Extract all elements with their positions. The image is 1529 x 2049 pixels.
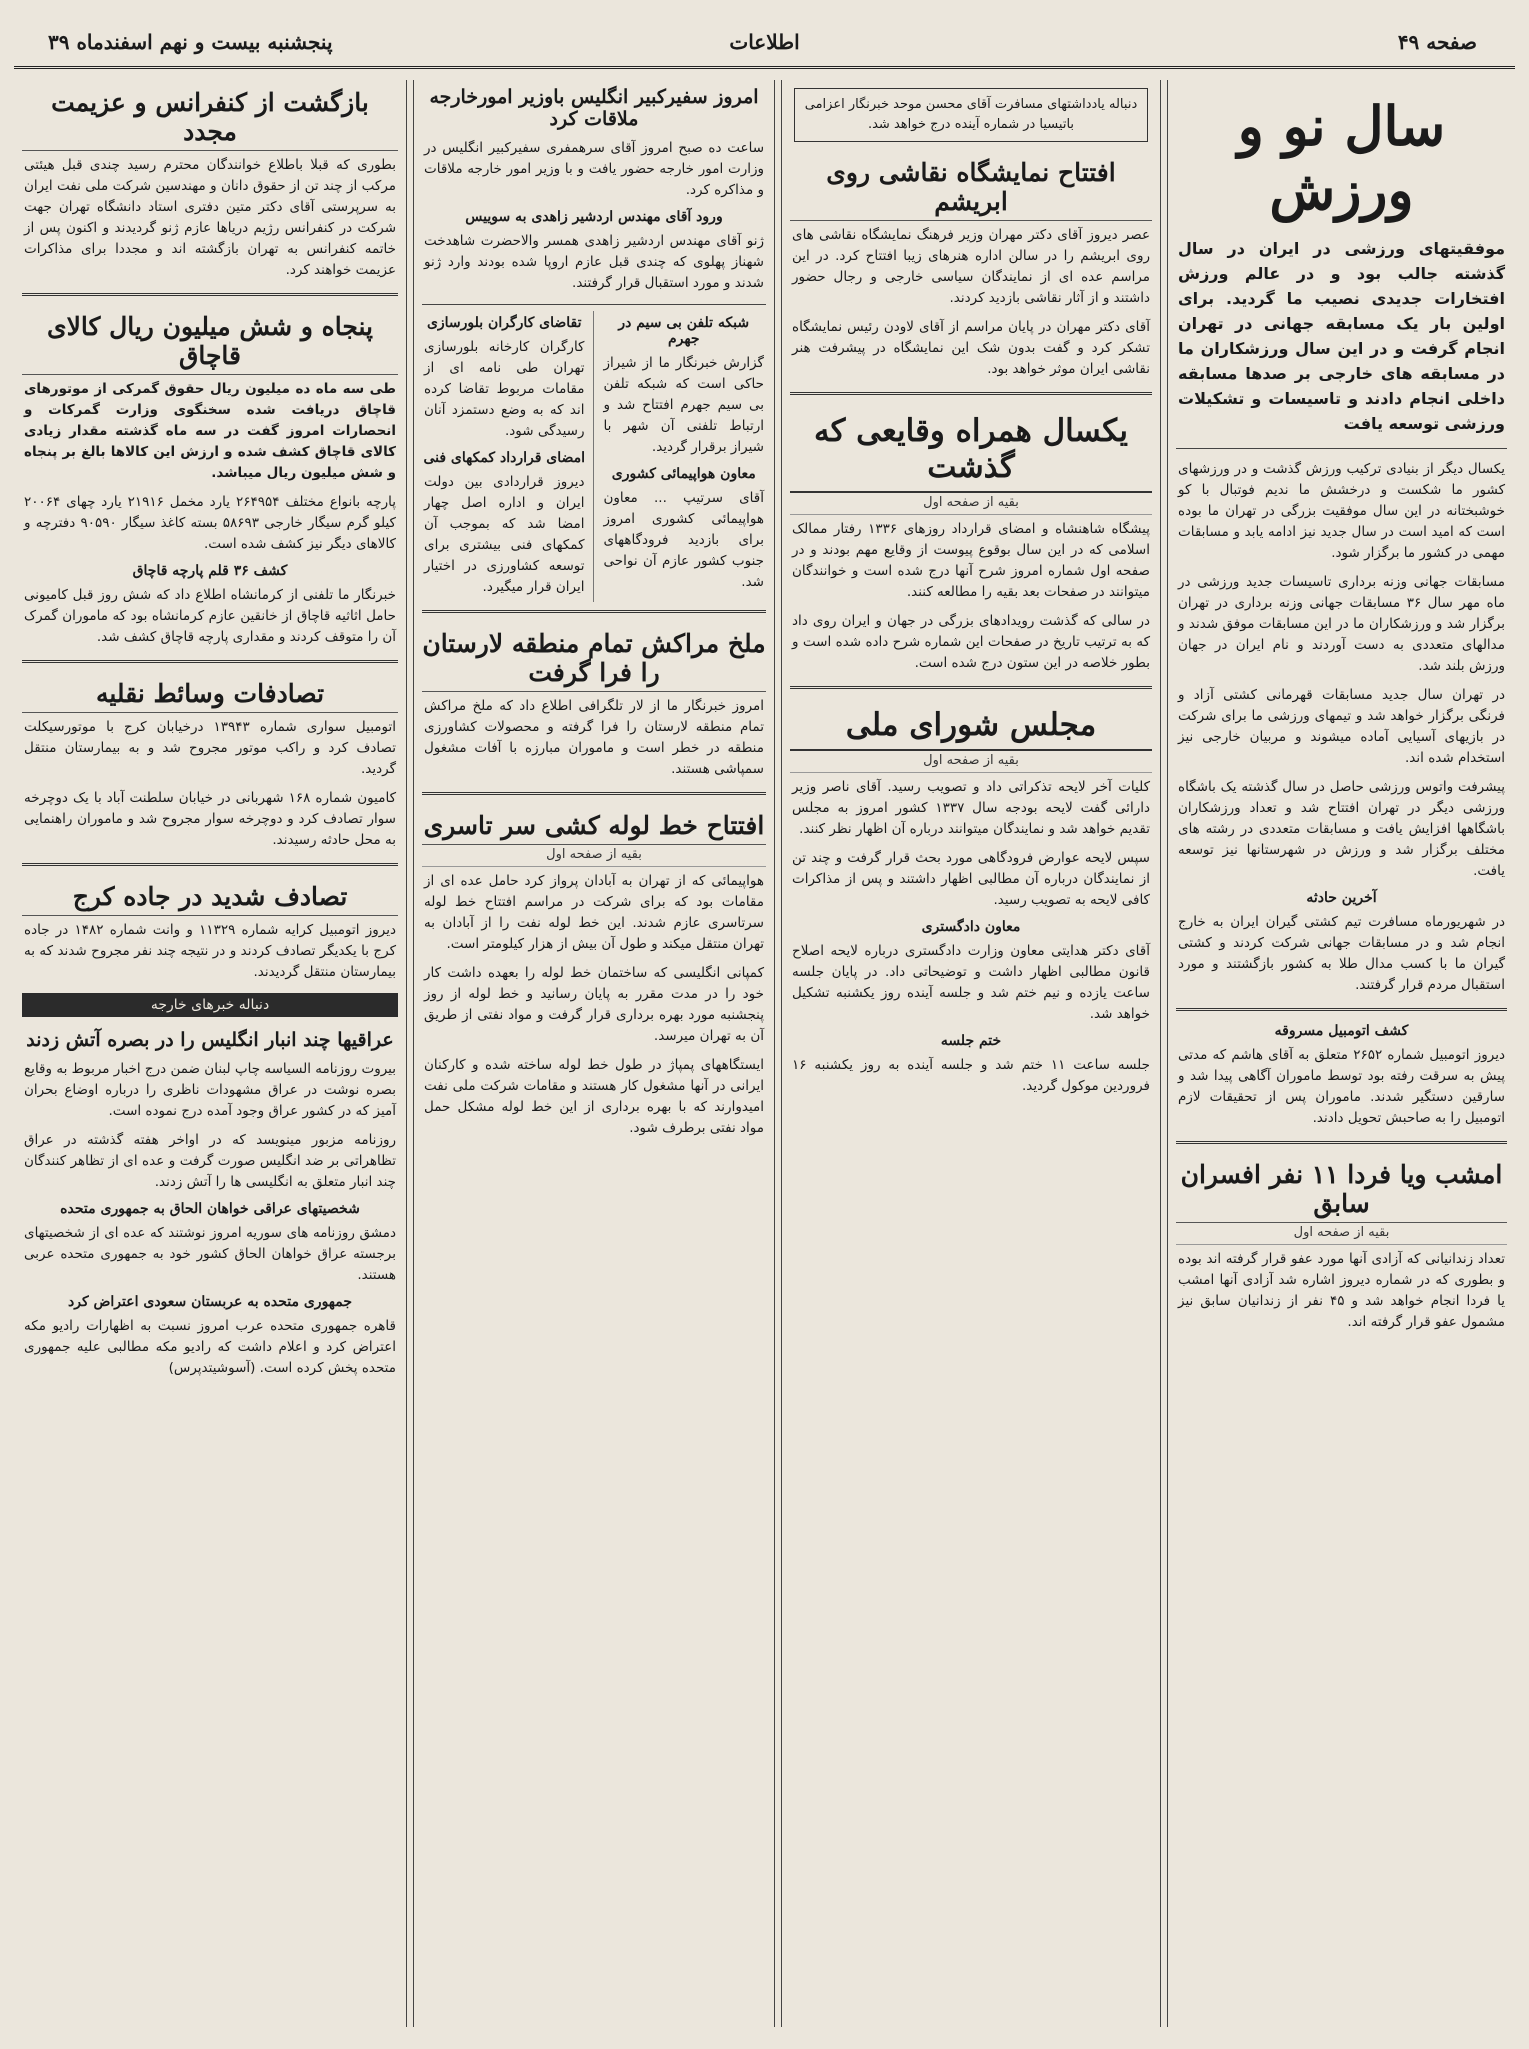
- headline-pipeline: افتتاح خط لوله کشی سر تاسری: [422, 803, 766, 845]
- article-paragraph: آقای سرتیپ ... معاون هواپیمائی کشوری امروز برای بازدید فرودگاههای جنوب کشور عازم آن نواحی شد.: [603, 490, 764, 590]
- article-paragraph: آقای دکتر هدایتی معاون وزارت دادگستری درباره لایحه اصلاح قانون مطالبی اظهار داشت و توضیحاتی داد. در پایان جلسه ساعت یازده و نیم ختم شد و جلسه آینده روز یکشنبه تشکیل خواهد شد.: [792, 943, 1150, 1022]
- article-paragraph: پارچه بانواع مختلف ۲۶۴۹۵۴ یارد مخمل ۲۱۹۱۶ یارد چهای ۲۰۰۶۴ کیلو گرم سیگار خارجی ۵۸۶۹۳ بسته کاغذ سیگار ۹۰۵۹۰ دفترچه و کالاهای دیگر نیز کشف شده است.: [24, 494, 397, 552]
- article-paragraph: قاهره جمهوری متحده عرب امروز نسبت به اظهارات رادیو مکه اعتراض کرد و اعلام داشت که رادیو مکه مطالبی علیه جمهوری متحده پخش کرده است. (آسوشیتدپرس): [24, 1318, 396, 1376]
- divider: [422, 304, 766, 305]
- newspaper-name: اطلاعات: [729, 30, 800, 54]
- stolen-car-title: کشف اتومبیل مسروقه: [1274, 1023, 1409, 1039]
- divider: [790, 686, 1152, 689]
- article-paragraph: دیروز اتومبیل کرایه شماره ۱۱۳۲۹ و وانت شماره ۱۴۸۲ در جاده کرج با یکدیگر تصادف کردند و در نتیجه چند نفر مجروح شدند که به بیمارستان منتقل گردیدند.: [24, 922, 396, 980]
- continued-note: بقیه از صفحه اول: [790, 751, 1152, 773]
- article-paragraph: گزارش خبرنگار ما از شیراز حاکی است که شبکه تلفن بی سیم جهرم افتتاح شد و ارتباط تلفنی آن شهر با شیراز برقرار گردید.: [603, 355, 764, 455]
- headline-parliament: مجلس شورای ملی: [790, 697, 1152, 751]
- newspaper-page: [14, 14, 1515, 2035]
- article-paragraph: کمپانی انگلیسی که ساختمان خط لوله را بعهده داشت کار خود را در مدت مقرر به پایان رسانید و خط لوله از روز پنجشنبه مورد بهره برداری قرار گرفت و مواد نفتی از طریق آن به تهران میرسد.: [424, 965, 764, 1044]
- article-paragraph: طی سه ماه ده میلیون ریال حقوق گمرکی از موتورهای قاچاق دریافت شده سخنگوی وزارت گمرکات و انحصارات امروز گفت در سه ماه گذشته مقدار زیادی کالای قاچاق کشف شده و ارزش این کالاها بالغ بر پنجاه و شش میلیون ریال میباشد.: [24, 381, 396, 481]
- subheading: معاون هواپیمائی کشوری: [611, 466, 756, 482]
- article-paragraph: خبرنگار ما تلفنی از کرمانشاه اطلاع داد که شش روز قبل کامیونی حامل اثاثیه قاچاق از خانقین عازم کرمانشاه بود که ماموران گمرک آن را متوقف کردند و مقداری پارچه قاچاق کشف شد.: [24, 587, 396, 645]
- article-paragraph: ایستگاههای پمپاژ در طول خط لوله ساخته شده و کارکنان ایرانی در آنها مشغول کار هستند و مقامات شرکت ملی نفت امیدوارند که با بهره برداری از این خط لوله مشکل حمل مواد نفتی برطرف شود.: [424, 1057, 764, 1136]
- running-header: [14, 14, 1515, 69]
- article-paragraph: سپس لایحه عوارض فرودگاهی مورد بحث قرار گرفت و چند تن از نمایندگان درباره آن مطالبی اظهار داشتند و پس از مذاکرات کافی لایحه به تصویب رسید.: [792, 850, 1150, 908]
- article-paragraph: کلیات آخر لایحه تذکراتی داد و تصویب رسید. آقای ناصر وزیر دارائی گفت لایحه بودجه سال ۱۳۳۷ کشور امروز به مجلس تقدیم خواهد شد و نمایندگان میتوانند درباره آن اظهار نظر کنند.: [792, 779, 1150, 837]
- article-paragraph: کامیون شماره ۱۶۸ شهربانی در خیابان سلطنت آباد با یک دوچرخه سوار تصادف کرد و دوچرخه سوار مجروح شد و ماموران راهنمایی به محل حادثه رسیدند.: [24, 790, 397, 848]
- sports-lead: موفقیتهای ورزشی در ایران در سال گذشته جالب بود و در عالم ورزش افتخارات جدیدی نصیب ما گردید. برای اولین بار یک مسابقه جهانی در تهران انجام گرفت و در این سال ورزشکاران ما در مسابقه های خارجی بر صدها مسابقه داخلی انجام دادند و تاسیسات و تشکیلات ورزشی توسعه یافت: [1178, 239, 1505, 433]
- headline-contraband: پنجاه و شش میلیون ریال کالای قاچاق: [22, 304, 398, 375]
- continued-note: بقیه از صفحه اول: [790, 493, 1152, 515]
- article-paragraph: دیروز قراردادی بین دولت ایران و اداره اصل چهار امضا شد که بموجب آن کمکهای فنی بیشتری برای توسعه کشاورزی در اختیار ایران قرار میگیرد.: [424, 474, 585, 595]
- headline-locusts: ملخ مراکش تمام منطقه لارستان را فرا گرفت: [422, 621, 766, 692]
- article-paragraph: مسابقات جهانی وزنه برداری تاسیسات جدید ورزشی در ماه مهر سال ۳۶ مسابقات جهانی وزنه برداری در تهران برگزار شد و ورزشکاران ما در این مسابقات موفق شدند و مدالهای متعددی به دست آوردند و نام ایران در جهان ورزش بلند شد.: [1178, 574, 1505, 674]
- divider: [22, 660, 398, 663]
- divider: [422, 792, 766, 795]
- notice-box: دنباله یادداشتهای مسافرت آقای محسن موحد خبرنگار اعزامی باتیسیا در شماره آینده درج خواهد شد.: [794, 88, 1148, 142]
- article-paragraph: ژنو آقای مهندس اردشیر زاهدی همسر والاحضرت شاهدخت شهناز پهلوی که چندی قبل عازم اروپا شده بودند وارد ژنو شدند و مورد استقبال قرار گرفتند.: [424, 233, 764, 291]
- headline-accidents: تصادفات وسائط نقلیه: [22, 671, 398, 713]
- divider: [22, 863, 398, 866]
- headline-year-review: یکسال همراه وقایعی که گذشت: [790, 403, 1152, 493]
- continued-note: بقیه از صفحه اول: [422, 845, 766, 867]
- article-paragraph: بیروت روزنامه السیاسه چاپ لبنان ضمن درج اخبار مربوط به وقایع بصره نوشت در عراق مشهودات ناظری را درباره اوضاع بحران آمیز که در کشور عراق وجود آمده درج نموده است.: [24, 1061, 396, 1119]
- page-number: صفحه ۴۹: [1397, 30, 1477, 54]
- divider: [1176, 448, 1507, 449]
- subheading: امضای قرارداد کمکهای فنی: [423, 450, 586, 466]
- article-paragraph: امروز خبرنگار ما از لار تلگرافی اطلاع داد که ملخ مراکش تمام منطقه لارستان را فرا گرفته و محصولات کشاورزی منطقه در خطر است و ماموران مبارزه با آفات مشغول سمپاشی هستند.: [424, 698, 764, 777]
- article-paragraph: جلسه ساعت ۱۱ ختم شد و جلسه آینده به روز یکشنبه ۱۶ فروردین موکول گردید.: [792, 1057, 1150, 1094]
- article-paragraph: آقای دکتر مهران در پایان مراسم از آقای لاودن رئیس نمایشگاه تشکر کرد و گفت بدون شک این نمایشگاه در پیشرفت هنر نقاشی ایران موثر خواهد بود.: [792, 319, 1150, 377]
- article-paragraph: تعداد زندانیانی که آزادی آنها مورد عفو قرار گرفته اند بوده و بطوری که در شماره دیروز اشاره شد آزادی آنها امشب یا فردا انجام خواهد شد و ۴۵ نفر از زندانیان سابق نیز مشمول عفو قرار گرفته اند.: [1178, 1251, 1505, 1330]
- article-paragraph: در تهران سال جدید مسابقات قهرمانی کشتی آزاد و فرنگی برگزار خواهد شد و تیمهای ورزشی ما برای شرکت در بازیهای آسیایی آماده میشوند و مربیان خارجی نیز استخدام شده اند.: [1178, 687, 1505, 766]
- subheading: معاون دادگستری: [921, 919, 1021, 935]
- subheading: ختم جلسه: [940, 1033, 1002, 1049]
- headline-exhibition: افتتاح نمایشگاه نقاشی روی ابریشم: [790, 150, 1152, 221]
- divider: [1176, 1141, 1507, 1144]
- divider: [1176, 1008, 1507, 1011]
- article-paragraph: هواپیمائی که از تهران به آبادان پرواز کرد حامل عده ای از مقامات بود که برای شرکت در مراسم افتتاح خط لوله سرتاسری عازم شدند. این خط لوله نفت را از آبادان به تهران منتقل میکند و طول آن بیش از هزار کیلومتر است.: [424, 873, 764, 952]
- column-main: [781, 80, 1161, 2027]
- subheading: آخرین حادثه: [1306, 890, 1377, 906]
- article-paragraph: روزنامه مزبور مینویسد که در اواخر هفته گذشته در عراق تظاهراتی بر ضد انگلیس صورت گرفت و عده ای از تظاهر کنندگان چند انبار متعلق به انگلیسی ها را آتش زدند.: [24, 1132, 396, 1190]
- headline-ambassador: امروز سفیرکبیر انگلیس باوزیر امورخارجه ملاقات کرد: [429, 86, 759, 130]
- headline-basra: عراقیها چند انبار انگلیس را در بصره آتش زدند: [26, 1029, 394, 1051]
- divider: [22, 293, 398, 296]
- article-paragraph: در سالی که گذشت رویدادهای بزرگی در جهان و ایران روی داد که به ترتیب تاریخ در صفحات این شماره شرح داده شده است و بطور خلاصه در این ستون درج شده است.: [792, 613, 1150, 671]
- continued-note: بقیه از صفحه اول: [1176, 1223, 1507, 1245]
- headline-conference: بازگشت از کنفرانس و عزیمت مجدد: [22, 80, 398, 151]
- article-paragraph: عصر دیروز آقای دکتر مهران وزیر فرهنگ نمایشگاه نقاشی های روی ابریشم را در سالن اداره هنرهای زیبا افتتاح کرد. در این مراسم عده ای از نمایندگان سیاسی خارجی و رجال حضور داشتند و از آثار نقاشی بازدید کردند.: [792, 227, 1150, 306]
- divider: [790, 392, 1152, 395]
- foreign-news-banner: دنباله خبرهای خارجه: [22, 993, 398, 1017]
- subheading: ورود آقای مهندس اردشیر زاهدی به سوییس: [465, 209, 723, 225]
- subheading: تقاضای کارگران بلورسازی: [426, 315, 582, 331]
- subheading: جمهوری متحده به عربستان سعودی اعتراض کرد: [67, 1294, 353, 1310]
- subheading: کشف ۳۶ قلم پارچه قاچاق: [132, 563, 288, 579]
- article-paragraph: یکسال دیگر از بنیادی ترکیب ورزش گذشت و در ورزشهای کشور ما شکست و درخشش ما ندیم فوتبال با کو خوشبختانه در این سال موفقیت بزرگی در تهران ما بوده است که امید است در سال جدید نیز ادامه یابد و مسابقات مهمی در کشور ما برگزار شود.: [1178, 461, 1505, 561]
- article-paragraph: پیشرفت واتوس ورزشی حاصل در سال گذشته یک باشگاه ورزشی دیگر در تهران افتتاح شد و تعداد ورزشکاران باشگاهها افزایش یافت و مسابقات متعددی در رشته های مختلف برگزار شد و ورزش در شهرستانها نیز توسعه یافت.: [1178, 779, 1505, 879]
- subheading: شخصیتهای عراقی خواهان الحاق به جمهوری متحده: [60, 1201, 360, 1217]
- article-paragraph: پیشگاه شاهنشاه و امضای قرارداد روزهای ۱۳۳۶ رفتار ممالک اسلامی که در این سال بوقوع پیوست از وقایع مهم بودند و در صفحه اول شماره امروز شرح آنها درج شده است و خوانندگان میتوانند در صفحات بعد بقیه را مطالعه کنند.: [792, 521, 1150, 600]
- issue-date: پنجشنبه بیست و نهم اسفندماه ۳۹: [48, 30, 333, 54]
- article-paragraph: کارگران کارخانه بلورسازی تهران طی نامه ای از مقامات مربوط تقاضا کرده اند که به وضع دستمزد آنان رسیدگی شود.: [424, 339, 585, 439]
- column-sports: [1167, 80, 1515, 2027]
- two-column-block: [422, 311, 766, 602]
- sub-column: [422, 311, 594, 602]
- article-paragraph: دمشق روزنامه های سوریه امروز نوشتند که عده ای از شخصیتهای برجسته عراق خواهان الحاق کشور خود به جمهوری متحده عربی هستند.: [24, 1225, 396, 1283]
- column-domestic-foreign: [14, 80, 407, 2027]
- article-paragraph: دیروز اتومبیل شماره ۲۶۵۲ متعلق به آقای هاشم که مدتی پیش به سرقت رفته بود توسط ماموران آگاهی پیدا شد و سارقین دستگیر شدند. ماموران پس از تحقیقات لازم اتومبیل را به صاحبش تحویل دادند.: [1178, 1047, 1505, 1126]
- article-paragraph: در شهریورماه مسافرت تیم کشتی گیران ایران به خارج انجام شد و در مسابقات جهانی شرکت کردند و کشتی گیران ما با کسب مدال طلا به کشور بازگشتند و مورد استقبال مردم قرار گرفتند.: [1178, 914, 1505, 993]
- sub-column: [602, 311, 767, 602]
- article-paragraph: ساعت ده صبح امروز آقای سرهمفری سفیرکبیر انگلیس در وزارت امور خارجه حضور یافت و با وزیر امور خارجه ملاقات و مذاکره کرد.: [424, 140, 764, 198]
- subheading: شبکه تلفن بی سیم در جهرم: [618, 315, 750, 347]
- headline-officers: امشب ویا فردا ۱۱ نفر افسران سابق: [1176, 1152, 1507, 1223]
- headline-karaj-crash: تصادف شدید در جاده کرج: [22, 874, 398, 916]
- column-news: [413, 80, 775, 2027]
- sports-masthead: سال نو و ورزش: [1237, 94, 1446, 222]
- divider: [422, 610, 766, 613]
- article-paragraph: بطوری که قبلا باطلاع خوانندگان محترم رسید چندی قبل هیئتی مرکب از چند تن از حقوق دانان و مهندسین شرکت ملی نفت ایران به سرپرستی آقای دکتر متین دفتری استاد دانشگاه تهران جهت شرکت در کنفرانس رژیم دریاها عازم ژنو گردیدند و اکنون پس از خاتمه کنفرانس به تهران بازگشته اند و مجددا برای مذاکرات عزیمت خواهند کرد.: [24, 157, 396, 278]
- article-paragraph: اتومبیل سواری شماره ۱۳۹۴۳ درخیابان کرج با موتورسیکلت تصادف کرد و راکب موتور مجروح شد و به بیمارستان منتقل گردید.: [24, 719, 396, 777]
